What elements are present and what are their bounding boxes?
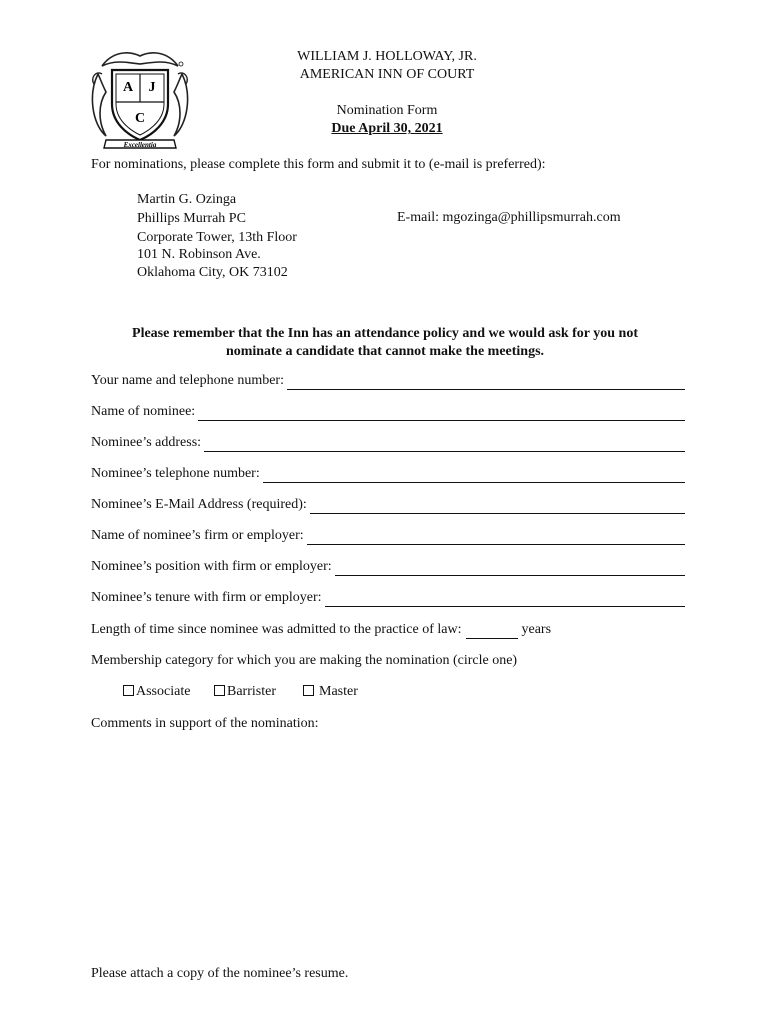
contact-name: Martin G. Ozinga (137, 192, 237, 207)
due-date: Due April 30, 2021 (331, 121, 443, 136)
crest-motto: Excellentia (123, 141, 157, 149)
field-admission-length[interactable] (91, 621, 551, 639)
contact-firm: Phillips Murrah PC (137, 211, 246, 226)
fill-in-line[interactable] (325, 593, 685, 607)
fill-in-line[interactable] (198, 407, 685, 421)
form-title: Nomination Form (336, 103, 438, 118)
contact-address-2: 101 N. Robinson Ave. (137, 247, 261, 262)
contact-address-1: Corporate Tower, 13th Floor (137, 230, 297, 245)
checkbox[interactable] (303, 685, 314, 696)
membership-label: Membership category for which you are making the nomination (circle one) (91, 653, 518, 668)
crest-letter: J (148, 80, 156, 95)
crest-icon (88, 44, 192, 152)
option-label: Barrister (227, 684, 276, 699)
fill-in-line[interactable] (335, 562, 685, 576)
field-nominee-position[interactable] (91, 558, 685, 576)
field-label: Nominee’s address: (91, 435, 202, 450)
field-label: Nominee’s telephone number: (91, 466, 260, 481)
option-barrister[interactable] (214, 683, 276, 701)
fill-in-line[interactable] (204, 438, 685, 452)
field-label: Nominee’s position with firm or employer: (91, 559, 332, 574)
inn-name-line1: WILLIAM J. HOLLOWAY, JR. (297, 49, 477, 64)
field-label: Name of nominee’s firm or employer: (91, 528, 304, 543)
contact-city: Oklahoma City, OK 73102 (137, 265, 288, 280)
field-your-name-phone[interactable] (91, 372, 685, 390)
field-nominee-email[interactable] (91, 496, 685, 514)
inn-name-line2: AMERICAN INN OF COURT (299, 67, 475, 82)
field-label: Nominee’s tenure with firm or employer: (91, 590, 322, 605)
comments-label: Comments in support of the nomination: (91, 716, 319, 731)
field-nominee-tenure[interactable] (91, 589, 685, 607)
crest-letter: A (122, 80, 134, 95)
option-label: Associate (136, 684, 191, 699)
attendance-notice-line2: nominate a candidate that cannot make the meetings. (225, 344, 545, 359)
crest-letter: C (134, 111, 146, 126)
fill-in-line[interactable] (307, 531, 685, 545)
field-nominee-address[interactable] (91, 434, 685, 452)
contact-email: E-mail: mgozinga@phillipsmurrah.com (397, 210, 621, 225)
resume-instruction: Please attach a copy of the nominee’s resume. (91, 966, 349, 981)
fill-in-line[interactable] (263, 469, 685, 483)
field-label: Nominee’s E-Mail Address (required): (91, 497, 307, 512)
fill-in-line[interactable] (466, 625, 518, 639)
field-label: Name of nominee: (91, 404, 196, 419)
attendance-notice-line1: Please remember that the Inn has an attendance policy and we would ask for you not (132, 326, 638, 341)
checkbox[interactable] (123, 685, 134, 696)
checkbox[interactable] (214, 685, 225, 696)
option-associate[interactable] (123, 683, 190, 701)
option-master[interactable] (303, 683, 358, 701)
years-unit: years (521, 622, 552, 637)
inn-crest-logo (88, 44, 192, 152)
fill-in-line[interactable] (287, 376, 685, 390)
intro-text: For nominations, please complete this form and submit it to (e-mail is preferred): (91, 157, 546, 172)
field-nominee-phone[interactable] (91, 465, 685, 483)
fill-in-line[interactable] (310, 500, 685, 514)
field-nominee-name[interactable] (91, 403, 685, 421)
comments-area[interactable] (91, 740, 685, 955)
option-label: Master (319, 684, 358, 699)
field-label: Length of time since nominee was admitted to the practice of law: (91, 622, 462, 637)
field-label: Your name and telephone number: (91, 373, 284, 388)
field-nominee-firm[interactable] (91, 527, 685, 545)
